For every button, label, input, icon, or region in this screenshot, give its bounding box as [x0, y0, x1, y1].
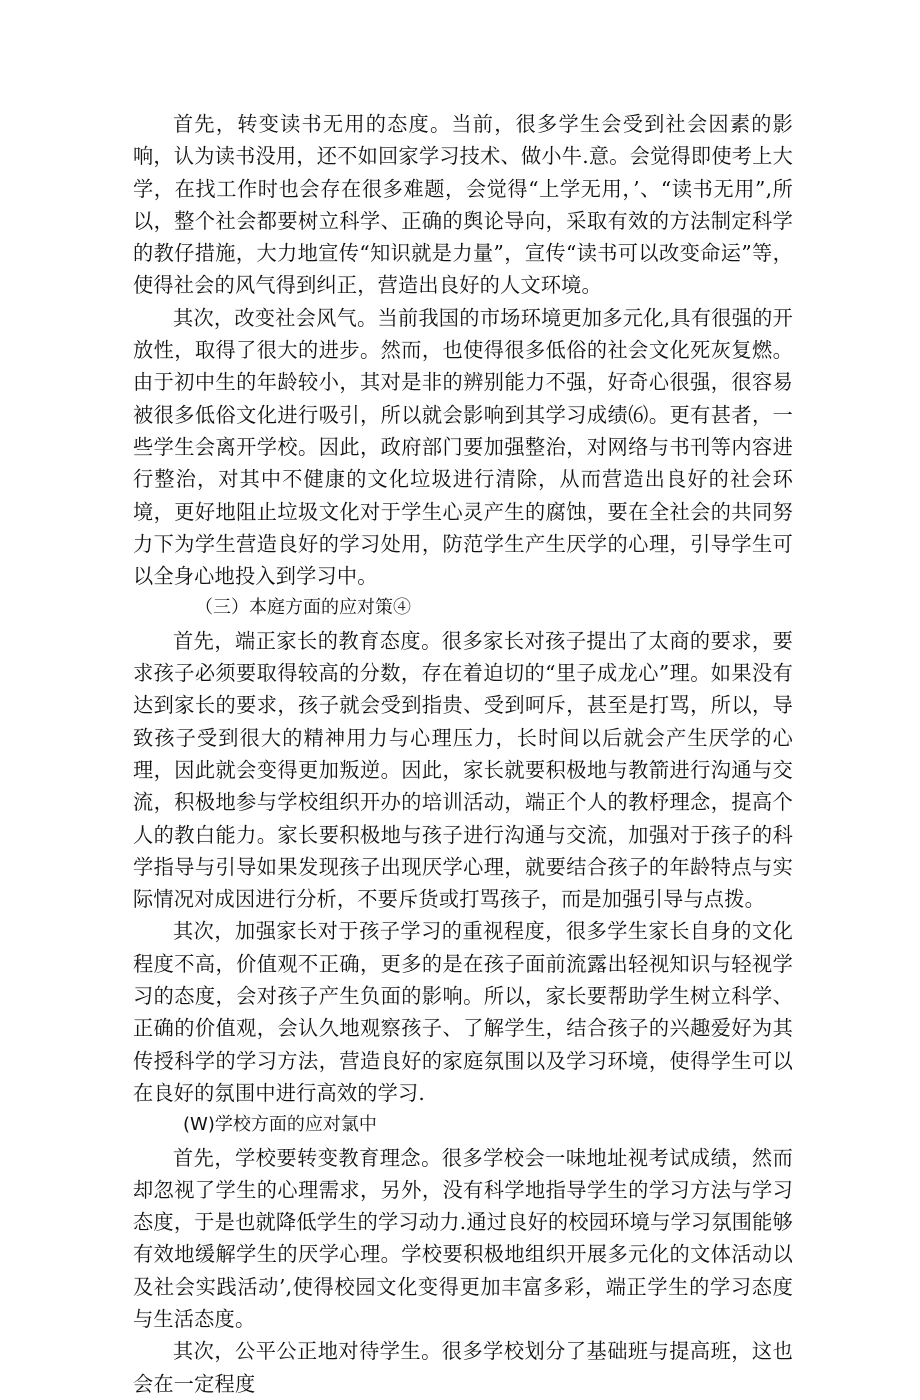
document-body — [133, 108, 793, 1400]
paragraph-reading-attitude: 首先，转变读书无用的态度。当前，很多学生会受到社会因素的影响，认为读书没用，还不如回家学习技术、做小牛.意。会觉得即使考上大学，在找工作时也会存在很多难题，会觉得“上学无用，’、“读书无用”,所以，整个社会都要树立科学、正确的舆论导向，采取有效的方法制定科学的教仔措施，大力地宣传“知识就是力量”，宣传“读书可以改变命运”等，使得社会的风气得到纠正，营造出良好的人文环境。 — [133, 112, 793, 298]
paragraph-parent-attitude: 首先，端正家长的教育态度。很多家长对孩子提出了太商的要求，要求孩子必须要取得较高的分数，存在着迫切的“里子成龙心”理。如果没有达到家长的要求，孩子就会受到指贵、受到呵斥，甚至是打骂，所以，导致孩子受到很大的精神用力与心理压力，长时间以后就会产生厌学的心理，因此就会变得更加叛逆。因此，家长就要积极地与教箭进行沟通与交流，积极地参与学校组织开办的培训活动，端正个人的教杼理念，提高个人的教白能力。家长要积极地与孩子进行沟通与交流，加强对于孩子的科学指导与引导如果发现孩子出现厌学心理，就要结合孩子的年龄特点与实际情况对成因进行分析，不要斥货或打骂孩子，而是加强引导与点拨。 — [133, 628, 793, 912]
paragraph-social-atmosphere: 其次，改变社会风气。当前我国的市场环境更加多元化,具有很强的开放性，取得了很大的进步。然而，也使得很多低俗的社会文化死灰复燃。由于初中生的年龄较小，其对是非的辨别能力不强，好奇心很强，很容易被很多低俗文化进行吸引，所以就会影响到其学习成绩⑹。更有甚者，一些学生会离开学校。因此，政府部门要加强整治，对网络与书刊等内容进行整治，对其中不健康的文化垃圾进行清除，从而营造出良好的社会环境，更好地阻止垃圾文化对于学生心灵产生的腐蚀，要在全社会的共同努力下为学生营造良好的学习处用，防范学生产生厌学的心理，引导学生可以全身心地投入到学习中。 — [133, 305, 793, 589]
paragraph-parent-attention: 其次，加强家长对于孩子学习的重视程度，很多学生家长自身的文化程度不高，价值观不正确，更多的是在孩子面前流露出轻视知识与轻视学习的态度，会对孩子产生负面的影响。所以，家长要帮助学生树立科学、正确的价值观，会认久地观察孩子、了解学生，结合孩子的兴趣爱好为其传授科学的学习方法，营造良好的家庭氛围以及学习环境，使得学生可以在良好的氛围中进行高效的学习. — [133, 919, 793, 1105]
section-heading-school: (W)学校方面的应对氯中 — [183, 1114, 377, 1136]
section-heading-family: （三）本庭方面的应对策④ — [195, 597, 411, 619]
paragraph-school-philosophy: 首先，学校要转变教育理念。很多学校会一味地址视考试成绩，然而却忽视了学生的心理需求，另外，没有科学地指导学生的学习方法与学习态度，于是也就降低学生的学习动力.通过良好的校园环境与学习氛围能够有效地缓解学生的厌学心理。学校要积极地组织开展多元化的文体活动以及社会实践活动’,使得校园文化变得更加丰富多彩，端正学生的学习态度与生活态度。 — [133, 1145, 793, 1331]
paragraph-fair-treatment: 其次，公平公正地对待学生。很多学校划分了基础班与提高班，这也会在一定程度 — [133, 1339, 793, 1396]
